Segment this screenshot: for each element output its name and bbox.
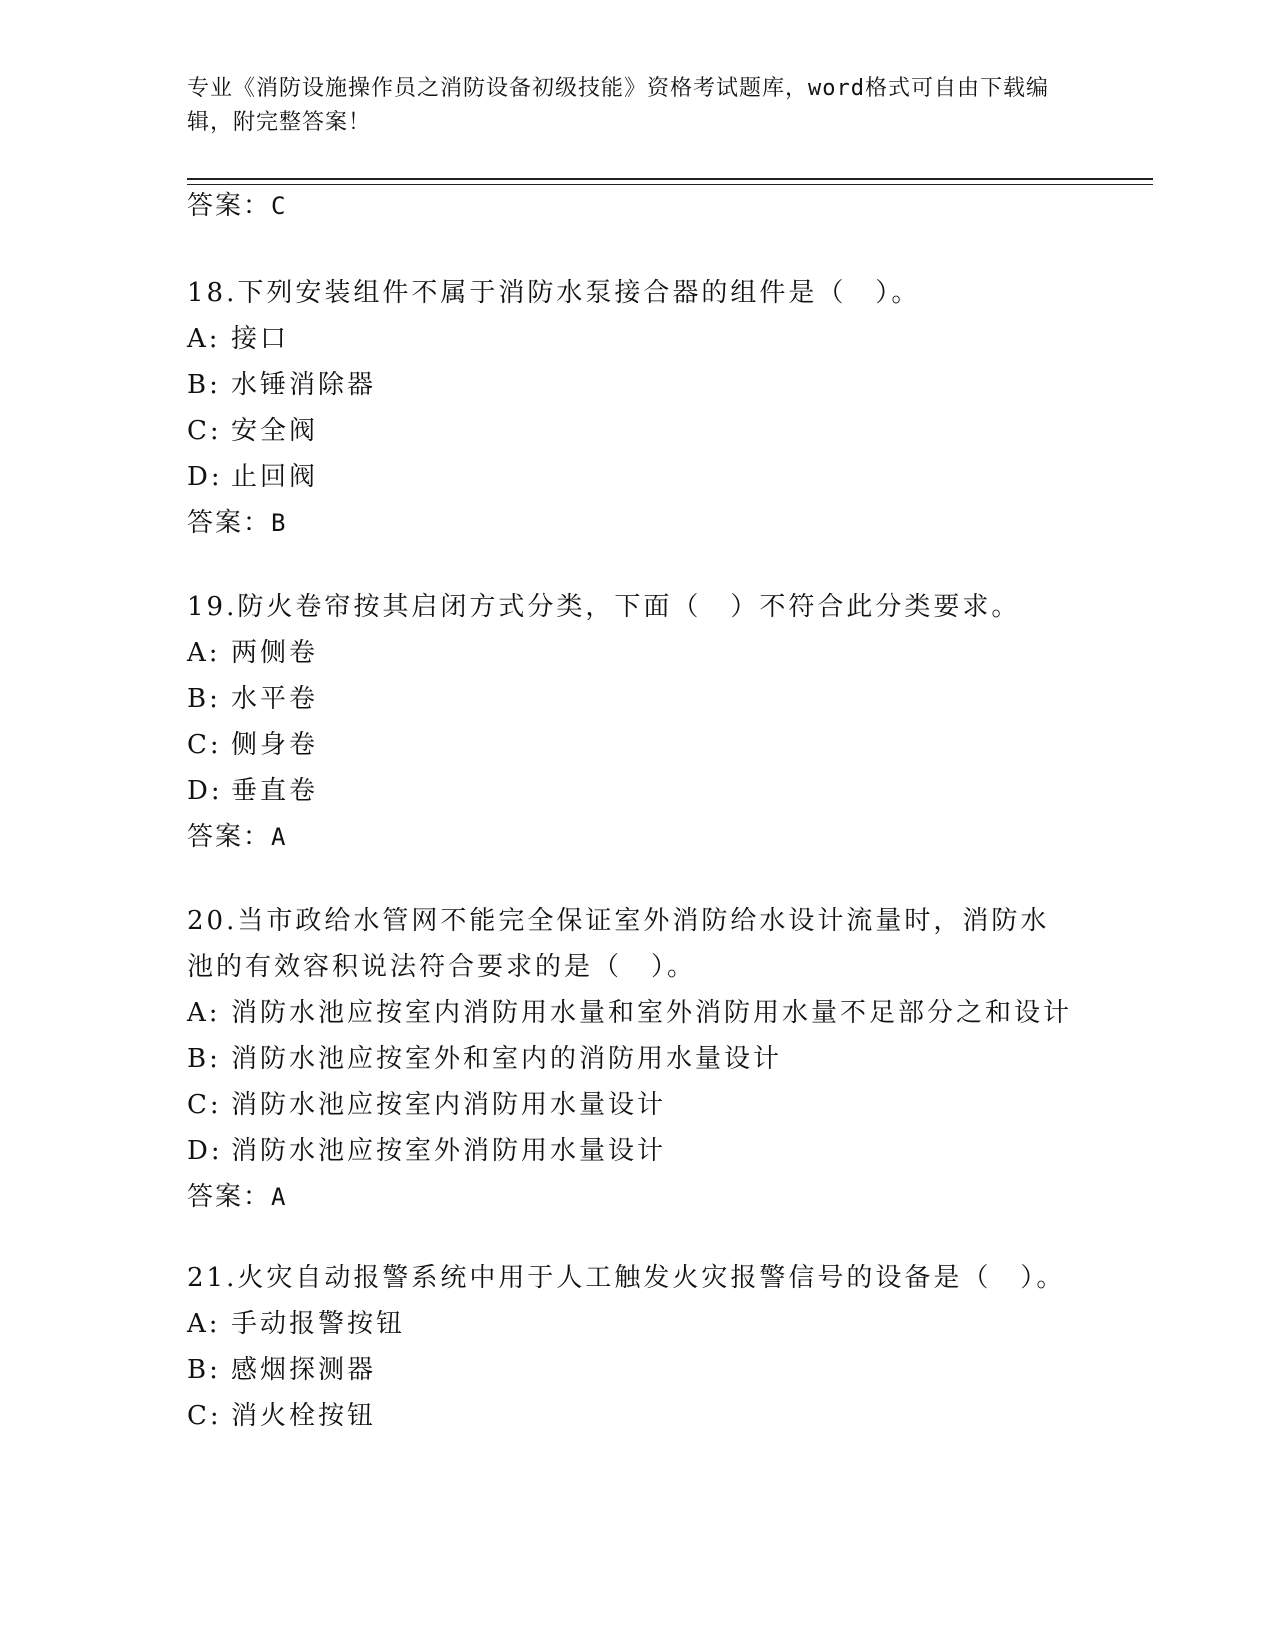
option-d: D: 垂直卷: [187, 776, 319, 806]
option-d: D: 止回阀: [187, 462, 319, 492]
option-a: A: 接口: [187, 324, 290, 354]
option-b: B: 水平卷: [187, 684, 319, 714]
document-header: 专业《消防设施操作员之消防设备初级技能》资格考试题库，word格式可自由下载编辑，附完整答案！: [187, 76, 1049, 135]
answer-label: 答案：: [187, 508, 272, 538]
option-c: C: 消火栓按钮: [187, 1401, 377, 1431]
answer-label: 答案：: [187, 1182, 272, 1212]
option-a: A: 手动报警按钮: [187, 1309, 406, 1339]
question-block-21: [187, 1255, 1147, 1439]
question-text: 18.下列安装组件不属于消防水泵接合器的组件是（ ）。: [187, 278, 921, 308]
question-text: 21.火灾自动报警系统中用于人工触发火灾报警信号的设备是（ ）。: [187, 1263, 1066, 1293]
answer-label: 答案：: [187, 191, 272, 221]
question-block-19: [187, 584, 1147, 860]
option-a: A: 两侧卷: [187, 638, 319, 668]
answer-17: [187, 183, 1147, 229]
question-text: 20.当市政给水管网不能完全保证室外消防给水设计流量时，消防水池的有效容积说法符合要求的是（ ）。: [187, 906, 1050, 982]
option-c: C: 安全阀: [187, 416, 319, 446]
question-text: 19.防火卷帘按其启闭方式分类，下面（ ）不符合此分类要求。: [187, 592, 1021, 622]
option-b: B: 消防水池应按室外和室内的消防用水量设计: [187, 1044, 783, 1074]
question-block-20: [187, 898, 1147, 1220]
answer-value: B: [271, 509, 288, 537]
header-divider: [187, 178, 1153, 180]
answer-19: [187, 814, 1147, 860]
answer-value: A: [271, 823, 288, 851]
option-a: A: 消防水池应按室内消防用水量和室外消防用水量不足部分之和设计: [187, 998, 1073, 1028]
option-c: C: 消防水池应按室内消防用水量设计: [187, 1090, 667, 1120]
option-d: D: 消防水池应按室外消防用水量设计: [187, 1136, 667, 1166]
answer-value: A: [271, 1183, 288, 1211]
option-b: B: 感烟探测器: [187, 1355, 377, 1385]
answer-value: C: [271, 192, 288, 220]
answer-label: 答案：: [187, 822, 272, 852]
option-b: B: 水锤消除器: [187, 370, 377, 400]
answer-20: [187, 1174, 1147, 1220]
option-c: C: 侧身卷: [187, 730, 319, 760]
answer-18: [187, 500, 1147, 546]
question-block-18: [187, 270, 1147, 546]
